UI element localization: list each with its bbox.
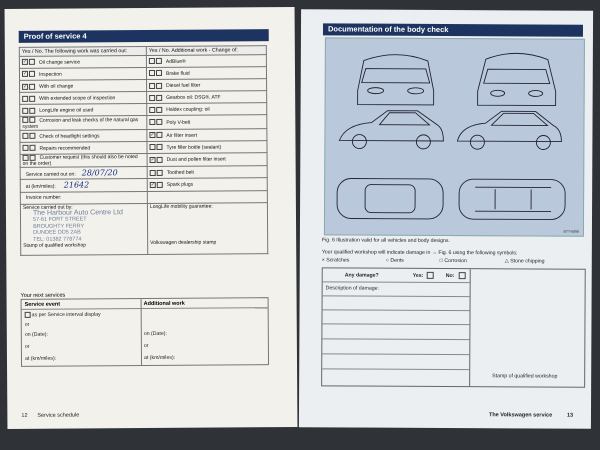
service-cell-left [20,179,147,192]
no-checkbox[interactable] [29,83,35,89]
or-label-3: or [143,343,149,350]
next-services-label: Your next services [20,292,66,299]
damage-no-checkbox[interactable] [459,272,466,279]
yes-checkbox[interactable] [149,83,155,89]
service-item-label: Repairs recommended [39,145,91,152]
service-event-label: Service event [24,301,61,308]
footer-left: Service schedule [37,412,80,419]
no-checkbox[interactable] [29,108,35,114]
service-cell-right [147,79,267,92]
additional-item-label: Toothed belt [166,169,194,176]
service-item-label: With extended scope of inspection [39,95,116,102]
yes-checkbox[interactable]: ✓ [23,83,28,90]
service-cell-left [19,68,146,81]
yes-checkbox[interactable]: ✓ [150,156,155,163]
service-date-handwritten: 28/07/20 [81,168,118,178]
stamp-row [20,202,267,255]
additional-item-label: Spark plugs [166,181,194,188]
service-cell-right [147,190,267,203]
service-cell-right [147,91,267,104]
service-cell-right [147,166,267,179]
yes-checkbox[interactable] [149,58,155,64]
proof-of-service-header: Proof of service 4 [19,29,269,43]
symbol-corrosion: □ Corrosion [439,257,467,265]
service-item-label: With oil change [39,83,74,90]
service-cell-left [20,104,147,117]
service-cell-right [146,67,266,80]
on-date-label: on (Date): [24,331,48,338]
yes-checkbox[interactable] [149,107,155,113]
service-cell-right [147,141,267,154]
yes-checkbox[interactable] [150,170,156,176]
carried-out-by-label: Service carried out by: [22,204,73,211]
no-checkbox[interactable] [157,170,163,176]
no-checkbox[interactable] [29,59,35,65]
no-checkbox[interactable] [156,95,162,101]
stamp-line: DUNDEE DD5 2AB [33,229,81,236]
yes-checkbox[interactable] [149,70,155,76]
additional-item-label: Dust and pollen filter insert [166,156,226,164]
additional-item-label: AdBlue® [165,58,186,65]
stamp-label-left: Stamp of qualified workshop [23,242,87,249]
col1-header: Yes / No. The following work was carried out: [19,47,146,57]
service-item-label: LongLife engine oil used [39,107,94,114]
additional-item-label: Haldex coupling: oil [166,106,210,113]
yes-checkbox[interactable]: ✓ [150,181,155,188]
service-item-label: Service carried out on: [25,171,76,179]
service-cell-left [20,154,147,168]
yes-checkbox[interactable] [22,117,28,123]
yes-checkbox[interactable] [22,133,28,139]
as-per-label: as per Service interval display [31,311,101,319]
additional-item-label: Tyre filler bottle (sealant) [166,144,222,151]
stamp-line: The Harbour Auto Centre Ltd [32,208,123,217]
no-label: No: [445,272,455,280]
service-item-label: Check of headlight settings [39,132,100,140]
or-label-2: or [24,343,30,350]
page-number-right: 13 [566,412,574,419]
no-checkbox[interactable] [29,117,35,123]
service-cell-left [20,116,147,130]
service-cell-left [20,191,147,204]
additional-item-label: Air filter insert [166,132,198,139]
stamp-line: BROUGHTY FERRY [33,223,85,230]
service-cell-right [146,55,266,68]
yes-checkbox[interactable] [22,145,28,151]
symbol-dents: ○ Dents [385,257,404,264]
any-damage-label: Any damage? [344,272,379,279]
service-cell-left [20,80,147,93]
body-check-header: Documentation of the body check [323,23,583,36]
car-outlines [325,38,584,235]
service-cell-right [147,128,267,141]
left-page [5,7,298,429]
no-checkbox[interactable] [157,157,163,163]
service-cell-left [20,92,147,105]
at-km-label: at (km/miles): [24,355,57,362]
service-cell-left [20,167,147,180]
yes-checkbox[interactable] [149,119,155,125]
yes-checkbox[interactable] [149,95,155,101]
no-checkbox[interactable] [30,155,36,161]
service-cell-left [20,129,147,142]
no-checkbox[interactable] [29,95,35,101]
no-checkbox[interactable] [156,107,162,113]
additional-item-label: Diesel fuel filter [166,82,201,89]
col2-header: Yes / No. Additional work - Change of: [146,46,266,56]
no-checkbox[interactable] [156,132,162,138]
service-item-label: Inspection [38,71,62,78]
no-checkbox[interactable] [29,133,35,139]
service-cell-left [20,141,147,154]
footer-right: The Volkswagen service [488,412,553,419]
page-number-left: 12 [21,412,28,419]
no-checkbox[interactable] [156,119,162,125]
mileage-handwritten: 21642 [63,180,90,191]
no-checkbox[interactable] [156,70,162,76]
damage-info: Your qualified workshop will indicate damage in → Fig. 6 using the following symbols: [321,249,518,257]
service-cell-right [147,103,267,116]
or-label-1: or [24,321,30,328]
service-cell-right [147,115,267,129]
yes-checkbox[interactable]: ✓ [22,59,28,66]
service-item-label: Oil change service [38,59,81,66]
vw-stamp-cell [147,202,267,254]
service-cell-right [147,178,267,191]
no-checkbox[interactable] [156,58,162,64]
service-item-label: Corrosion and leak checks of the natural gas system [22,116,139,130]
right-page [299,9,593,429]
stamp-line: 57-61 FORT STREET [32,216,87,223]
workshop-stamp [33,210,145,243]
next-services-box [21,297,269,367]
yes-checkbox[interactable] [22,108,28,114]
additional-item-label: Poly V-belt [166,119,191,126]
at-km-label-2: at (km/miles): [143,354,176,362]
yes-checkbox[interactable] [149,144,155,150]
service-table [19,45,268,255]
yes-checkbox[interactable] [22,96,28,102]
yes-checkbox[interactable]: ✓ [150,132,155,139]
longlife-label: LongLife mobility guarantee: [149,203,213,210]
description-label: Description of damage: [325,285,380,292]
additional-item-label: Brake fluid [165,70,190,77]
no-checkbox[interactable] [156,82,162,88]
no-checkbox[interactable] [156,144,162,150]
as-per-checkbox[interactable] [25,312,31,318]
on-date-label-2: on (Date): [143,330,167,338]
service-item-label: Invoice number: [25,194,62,201]
yes-label: Yes: [412,272,424,279]
service-item-label: Customer request (this should also be noted on the order) [22,154,138,168]
workshop-stamp-cell [20,203,147,255]
service-cell-right [147,153,267,167]
diagram-code: BTT-0898 [563,229,579,234]
no-checkbox[interactable] [29,71,35,77]
symbol-stone-chipping: △ Stone chipping [504,258,545,265]
additional-item-label: Gearbox oil: DSG®, ATF [166,94,221,101]
vw-stamp-label: Volkswagen dealership stamp [150,239,217,246]
figure-caption: Fig. 6 Illustration valid for all vehicles and body designs. [321,237,450,245]
damage-box [321,267,586,387]
service-cell-left [19,56,146,69]
damage-yes-checkbox[interactable] [427,272,434,279]
stamp-line: TEL: 01382 778774 [33,236,82,243]
no-checkbox[interactable] [29,145,35,151]
yes-checkbox[interactable]: ✓ [22,71,28,78]
symbol-scratches: × Scratches [321,257,350,264]
yes-checkbox[interactable] [23,155,29,161]
additional-work-label: Additional work [143,300,185,308]
stamp-label-right: Stamp of qualified workshop [492,373,558,380]
vehicle-diagram [324,37,585,236]
no-checkbox[interactable] [157,182,163,188]
service-item-label: at (km/miles): [25,184,56,191]
